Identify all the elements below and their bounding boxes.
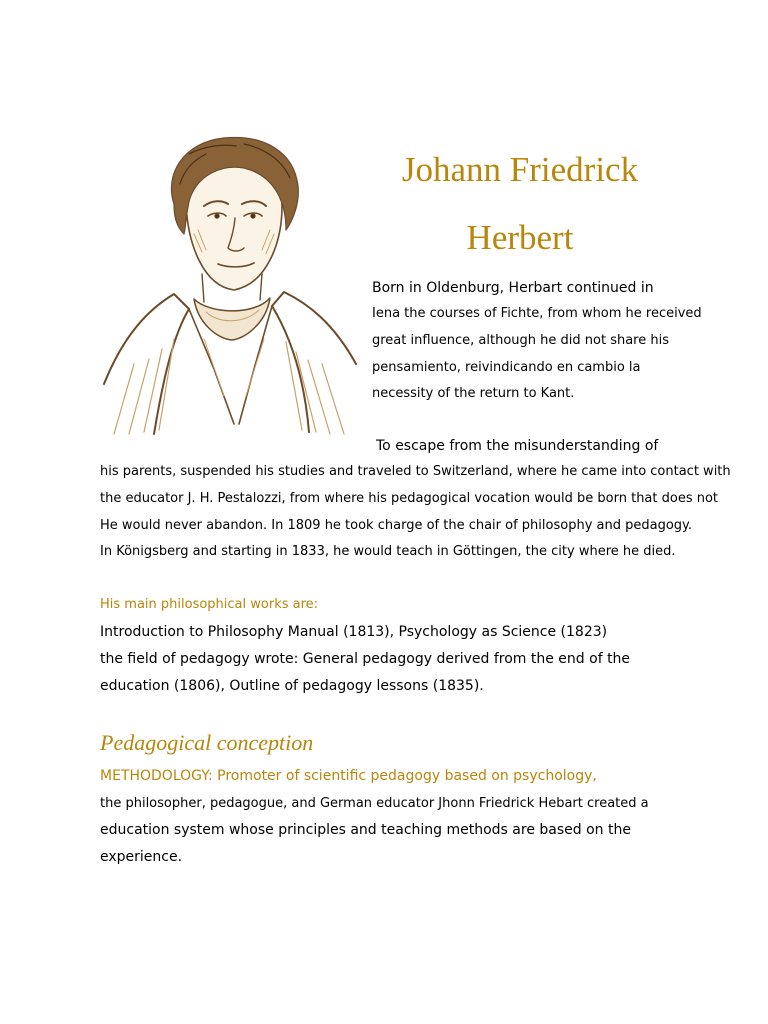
- bio-line: the educator J. H. Pestalozzi, from where his pedagogical vocation would be born that does not: [100, 491, 719, 506]
- works-line: Introduction to Philosophy Manual (1813), Psychology as Science (1823): [100, 624, 608, 640]
- works-line: the field of pedagogy wrote: General pedagogy derived from the end of the: [100, 651, 631, 667]
- works-line: education (1806), Outline of pedagogy lessons (1835).: [100, 678, 484, 694]
- intro-line: great influence, although he did not share his: [372, 333, 669, 348]
- works-heading: His main philosophical works are:: [100, 597, 319, 612]
- intro-line: necessity of the return to Kant.: [372, 386, 575, 401]
- bio-line: his parents, suspended his studies and traveled to Switzerland, where he came into contact with: [100, 464, 731, 479]
- bio-line: He would never abandon. In 1809 he took charge of the chair of philosophy and pedagogy.: [100, 518, 693, 533]
- title-line-1: Johann Friedrick: [401, 150, 639, 189]
- title-line-2: Herbert: [466, 218, 574, 257]
- bio-line: In Königsberg and starting in 1833, he would teach in Göttingen, the city where he died.: [100, 544, 676, 559]
- methodology-line: METHODOLOGY: Promoter of scientific pedagogy based on psychology,: [100, 768, 597, 784]
- section-heading-pedagogical-conception: Pedagogical conception: [100, 730, 314, 755]
- intro-line: Iena the courses of Fichte, from whom he received: [372, 306, 702, 321]
- portrait-engraving: [94, 134, 360, 436]
- conception-line: the philosopher, pedagogue, and German educator Jhonn Friedrick Hebart created a: [100, 796, 649, 811]
- intro-line: Born in Oldenburg, Herbart continued in: [372, 280, 654, 296]
- bio-line: To escape from the misunderstanding of: [376, 438, 659, 454]
- intro-line: pensamiento, reivindicando en cambio la: [372, 360, 641, 375]
- conception-line: experience.: [100, 849, 183, 865]
- conception-line: education system whose principles and teaching methods are based on the: [100, 822, 631, 838]
